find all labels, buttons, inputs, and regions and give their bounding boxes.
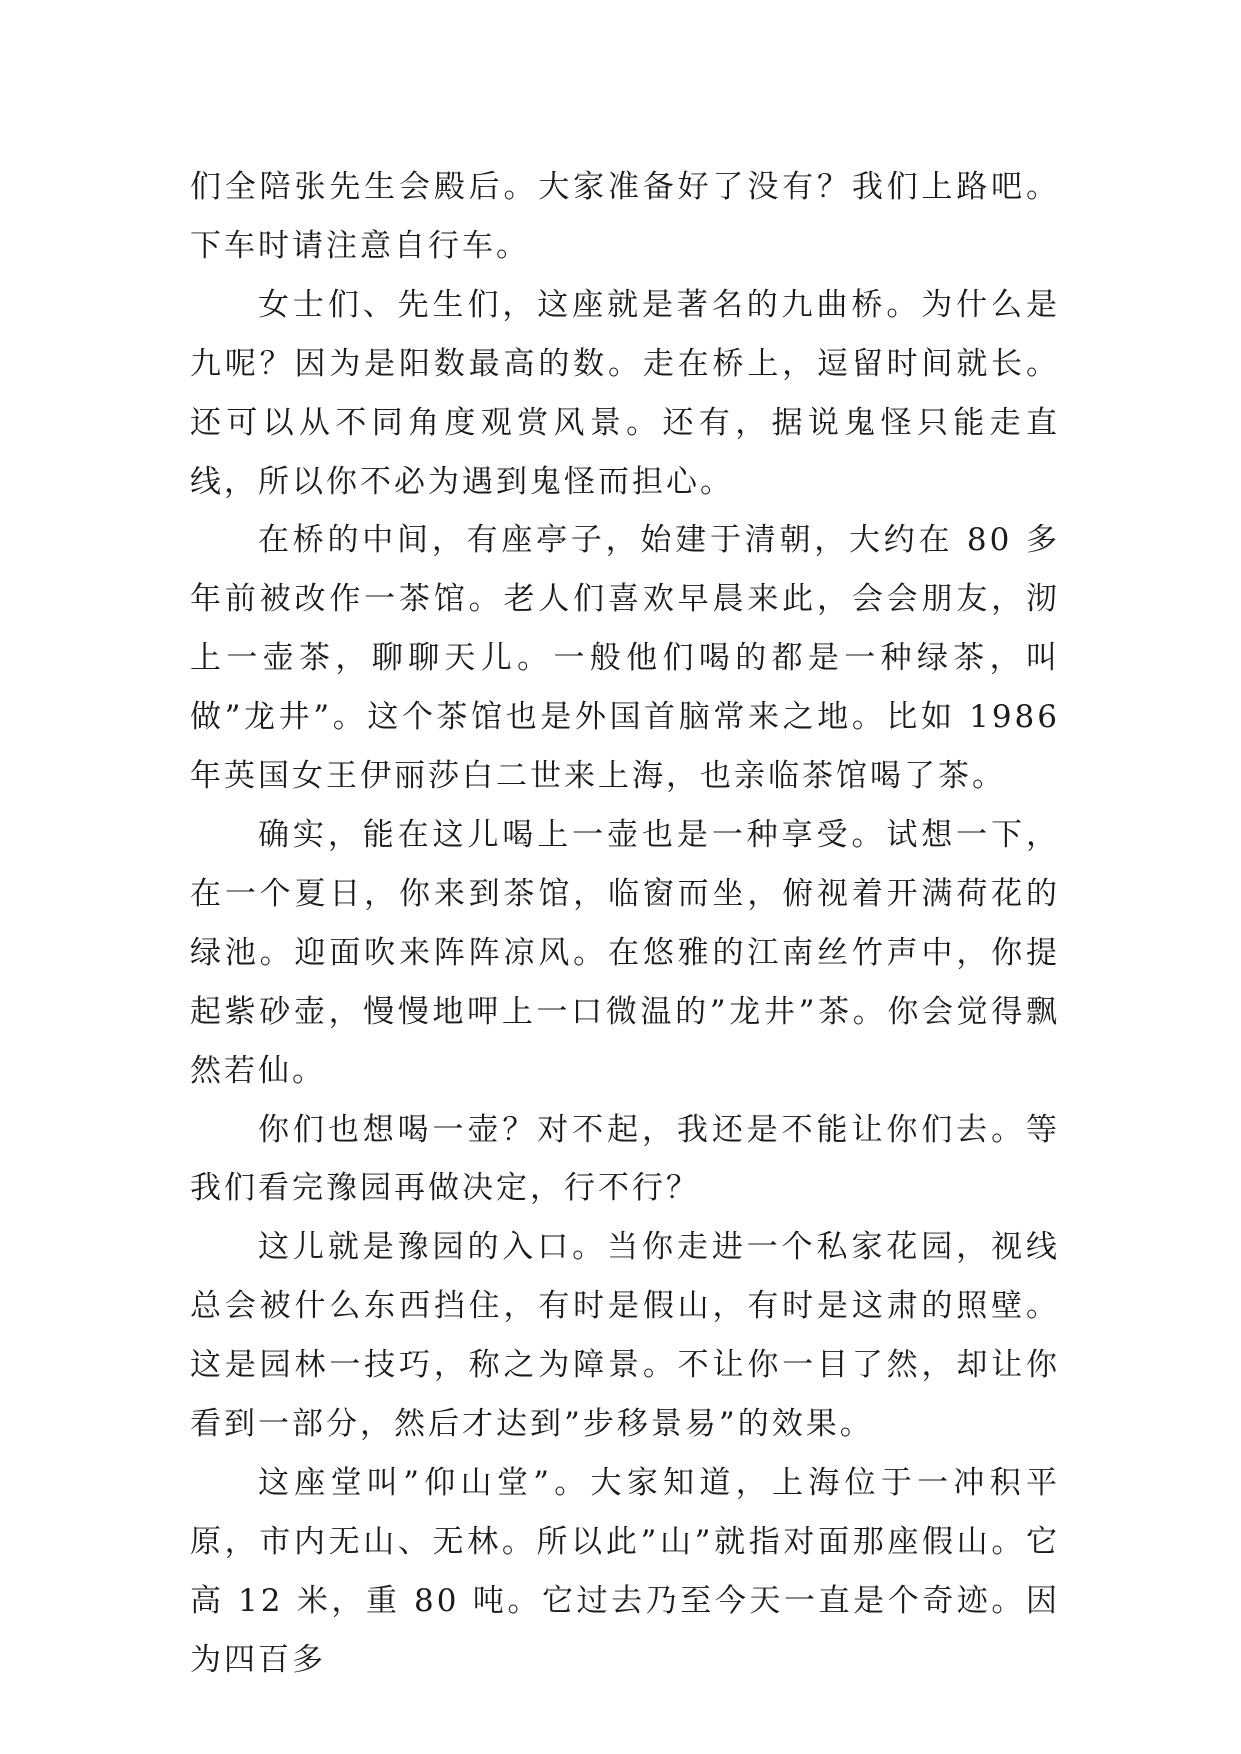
paragraph-teahouse: 在桥的中间，有座亭子，始建于清朝，大约在 80 多年前被改作一茶馆。老人们喜欢早晨来此，会会朋友，沏上一壶茶，聊聊天儿。一般他们喝的都是一种绿茶，叫做”龙井”。这个茶馆也是外国首脑常来之地。比如 1986 年英国女王伊丽莎白二世来上海，也亲临茶馆喝了茶。 — [190, 522, 1060, 795]
paragraph-decision: 你们也想喝一壶？对不起，我还是不能让你们去。等我们看完豫园再做决定，行不行？ — [190, 1111, 1060, 1207]
document-body — [190, 158, 1060, 1690]
paragraph-tea-enjoyment: 确实，能在这儿喝上一壶也是一种享受。试想一下，在一个夏日，你来到茶馆，临窗而坐，俯视着开满荷花的绿池。迎面吹来阵阵凉风。在悠雅的江南丝竹声中，你提起紫砂壶，慢慢地呷上一口微温的”龙井”茶。你会觉得飘然若仙。 — [190, 816, 1060, 1089]
paragraph-yangshan-hall: 这座堂叫”仰山堂”。大家知道，上海位于一冲积平原，市内无山、无林。所以此”山”就指对面那座假山。它高 12 米，重 80 吨。它过去乃至今天一直是个奇迹。因为四百多 — [190, 1464, 1060, 1678]
paragraph-yuyuan-entrance: 这儿就是豫园的入口。当你走进一个私家花园，视线总会被什么东西挡住，有时是假山，有时是这肃的照壁。这是园林一技巧，称之为障景。不让你一目了然，却让你看到一部分，然后才达到”步移景易”的效果。 — [190, 1229, 1060, 1443]
paragraph-nine-curve-bridge: 女士们、先生们，这座就是著名的九曲桥。为什么是九呢？因为是阳数最高的数。走在桥上，逗留时间就长。还可以从不同角度观赏风景。还有，据说鬼怪只能走直线，所以你不必为遇到鬼怪而担心。 — [190, 286, 1060, 500]
paragraph-continued: 们全陪张先生会殿后。大家准备好了没有？我们上路吧。下车时请注意自行车。 — [190, 169, 1060, 264]
